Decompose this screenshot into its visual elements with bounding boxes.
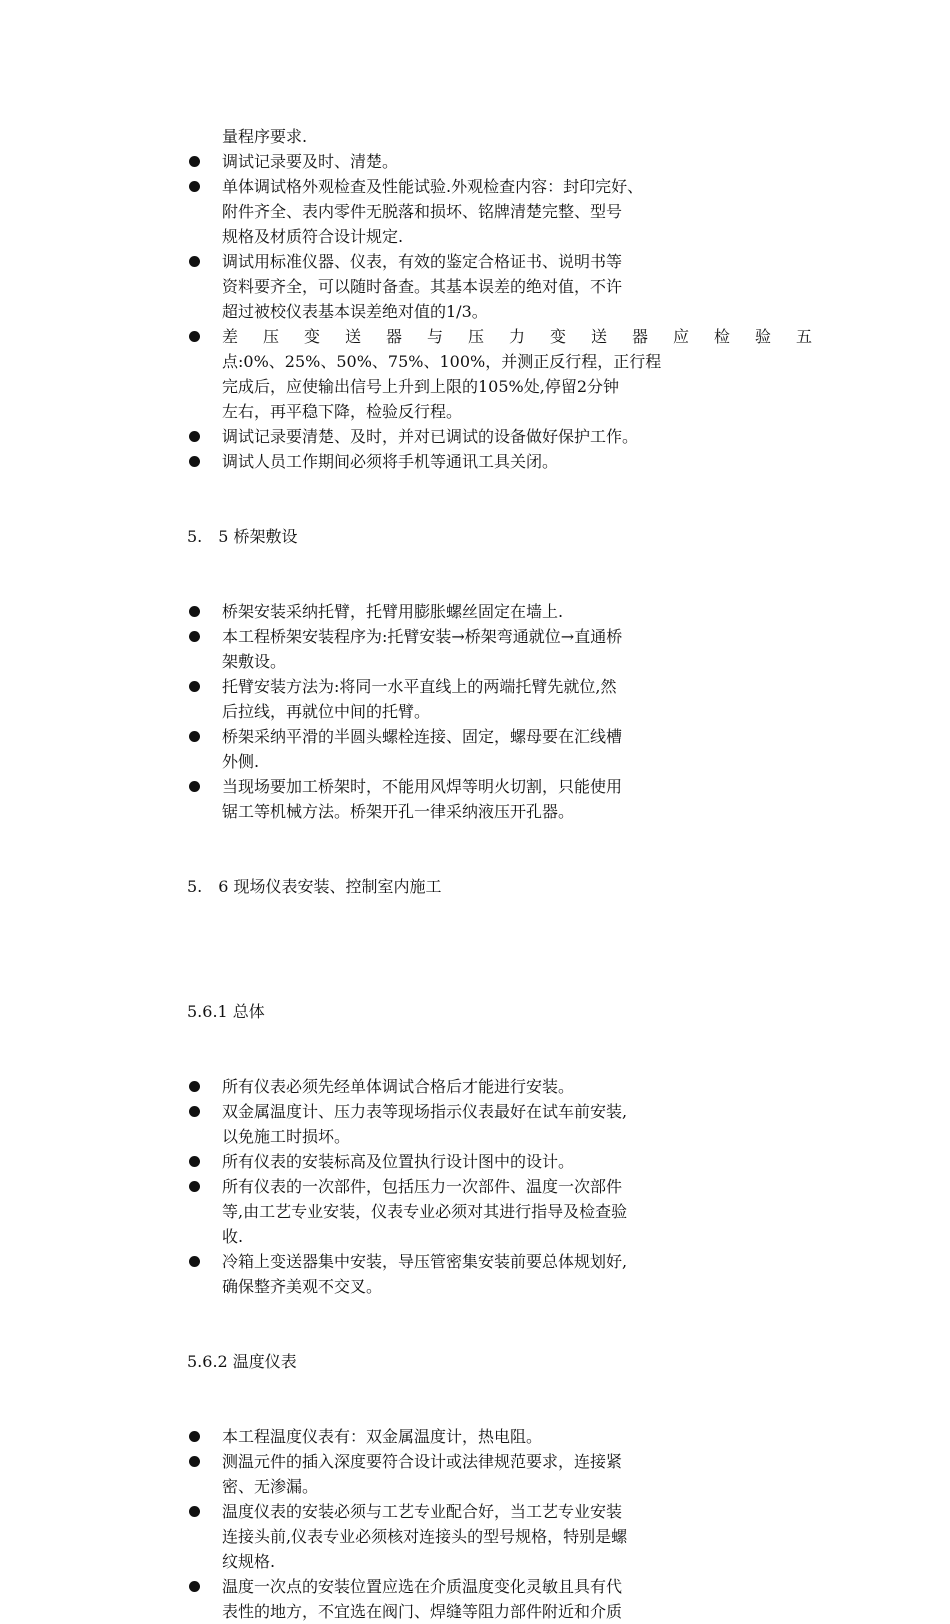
heading-text: 5. 5 桥架敷设: [187, 527, 298, 546]
bullet-icon: [189, 781, 200, 792]
list-item: [187, 174, 812, 249]
text-line: 超过被校仪表基本误差绝对值的1/3。: [222, 302, 488, 321]
text-line: 调试用标准仪器、仪表，有效的鉴定合格证书、说明书等: [222, 252, 623, 271]
text-line: 调试记录要清楚、及时，并对已调试的设备做好保护工作。: [222, 427, 639, 446]
text-line: 左右，再平稳下降，检验反行程。: [222, 402, 463, 421]
bullet-icon: [189, 606, 200, 617]
text-line: 表性的地方，不宜选在阀门、焊缝等阻力部件附近和介质: [222, 1602, 623, 1621]
bullet-icon: [189, 1456, 200, 1467]
bullet-icon: [189, 256, 200, 267]
list-item: [187, 1249, 812, 1299]
text-line: 差 压 变 送 器 与 压 力 变 送 器 应 检 验 五: [222, 327, 812, 346]
text-line: 本工程桥架安装程序为:托臂安装→桥架弯通就位→直通桥: [222, 627, 623, 646]
list-item: [187, 1574, 812, 1624]
heading-text: 5. 6 现场仪表安装、控制室内施工: [187, 877, 442, 896]
text-line: 量程序要求.: [222, 127, 308, 146]
list-item: [187, 324, 812, 424]
bullet-icon: [189, 1156, 200, 1167]
list-item: [187, 1174, 812, 1249]
bullet-icon: [189, 156, 200, 167]
bullet-icon: [189, 631, 200, 642]
text-line: 所有仪表必须先经单体调试合格后才能进行安装。: [222, 1077, 575, 1096]
text-line: 收.: [222, 1227, 244, 1246]
bullet-icon: [189, 681, 200, 692]
text-line: 纹规格.: [222, 1552, 276, 1571]
heading-text: 5.6.1 总体: [187, 1002, 265, 1021]
list-item: [187, 424, 812, 449]
text-line: 调试记录要及时、清楚。: [222, 152, 399, 171]
bullet-icon: [189, 431, 200, 442]
list-item: [187, 1449, 812, 1499]
text-line: 温度一次点的安装位置应选在介质温度变化灵敏且具有代: [222, 1577, 623, 1596]
text-line: 当现场要加工桥架时，不能用风焊等明火切割，只能使用: [222, 777, 623, 796]
text-line: 锯工等机械方法。桥架开孔一律采纳液压开孔器。: [222, 802, 575, 821]
subsection-heading: [187, 1299, 812, 1424]
bullet-icon: [189, 1506, 200, 1517]
list-item: [187, 449, 812, 474]
text-line: 所有仪表的一次部件，包括压力一次部件、温度一次部件: [222, 1177, 623, 1196]
bullet-icon: [189, 1431, 200, 1442]
bullet-icon: [189, 331, 200, 342]
subsection-heading: [187, 949, 812, 1074]
text-line: 桥架采纳平滑的半圆头螺栓连接、固定，螺母要在汇线槽: [222, 727, 623, 746]
text-line: 架敷设。: [222, 652, 287, 671]
section-heading: [187, 824, 812, 949]
list-item: [187, 674, 812, 724]
list-item: [187, 1149, 812, 1174]
text-line: 外侧.: [222, 752, 260, 771]
list-item: [187, 249, 812, 324]
list-item: [187, 724, 812, 774]
text-line: 密、无渗漏。: [222, 1477, 319, 1496]
continuation-text: [187, 124, 812, 149]
bullet-icon: [189, 1256, 200, 1267]
text-column: [187, 124, 812, 1624]
list-item: [187, 149, 812, 174]
text-line: 本工程温度仪表有：双金属温度计，热电阻。: [222, 1427, 543, 1446]
bullet-icon: [189, 181, 200, 192]
list-item: [187, 1074, 812, 1099]
text-line: 测温元件的插入深度要符合设计或法律规范要求，连接紧: [222, 1452, 623, 1471]
text-line: 单体调试格外观检查及性能试验.外观检查内容：封印完好、: [222, 177, 644, 196]
bullet-icon: [189, 731, 200, 742]
text-line: 点:0%、25%、50%、75%、100%，并测正反行程，正行程: [222, 352, 662, 371]
list-item: [187, 1424, 812, 1449]
list-item: [187, 1099, 812, 1149]
list-item: [187, 1499, 812, 1574]
list-item: [187, 599, 812, 624]
bullet-icon: [189, 1081, 200, 1092]
bullet-icon: [189, 1581, 200, 1592]
text-line: 完成后，应使输出信号上升到上限的105%处,停留2分钟: [222, 377, 620, 396]
text-line: 所有仪表的安装标高及位置执行设计图中的设计。: [222, 1152, 575, 1171]
section-heading: [187, 474, 812, 599]
text-line: 冷箱上变送器集中安装，导压管密集安装前要总体规划好,: [222, 1252, 628, 1271]
text-line: 桥架安装采纳托臂，托臂用膨胀螺丝固定在墙上.: [222, 602, 564, 621]
list-item: [187, 624, 812, 674]
text-line: 确保整齐美观不交叉。: [222, 1277, 383, 1296]
text-line: 调试人员工作期间必须将手机等通讯工具关闭。: [222, 452, 559, 471]
bullet-icon: [189, 456, 200, 467]
text-line: 温度仪表的安装必须与工艺专业配合好，当工艺专业安装: [222, 1502, 623, 1521]
text-line: 等,由工艺专业安装，仪表专业必须对其进行指导及检查验: [222, 1202, 628, 1221]
text-line: 资料要齐全，可以随时备查。其基本误差的绝对值，不许: [222, 277, 623, 296]
text-line: 后拉线，再就位中间的托臂。: [222, 702, 431, 721]
bullet-icon: [189, 1181, 200, 1192]
text-line: 附件齐全、表内零件无脱落和损坏、铭牌清楚完整、型号: [222, 202, 623, 221]
text-line: 以免施工时损坏。: [222, 1127, 351, 1146]
bullet-icon: [189, 1106, 200, 1117]
text-line: 双金属温度计、压力表等现场指示仪表最好在试车前安装,: [222, 1102, 628, 1121]
text-line: 连接头前,仪表专业必须核对连接头的型号规格，特别是螺: [222, 1527, 628, 1546]
list-item: [187, 774, 812, 824]
text-line: 规格及材质符合设计规定.: [222, 227, 404, 246]
text-line: 托臂安装方法为:将同一水平直线上的两端托臂先就位,然: [222, 677, 617, 696]
heading-text: 5.6.2 温度仪表: [187, 1352, 297, 1371]
